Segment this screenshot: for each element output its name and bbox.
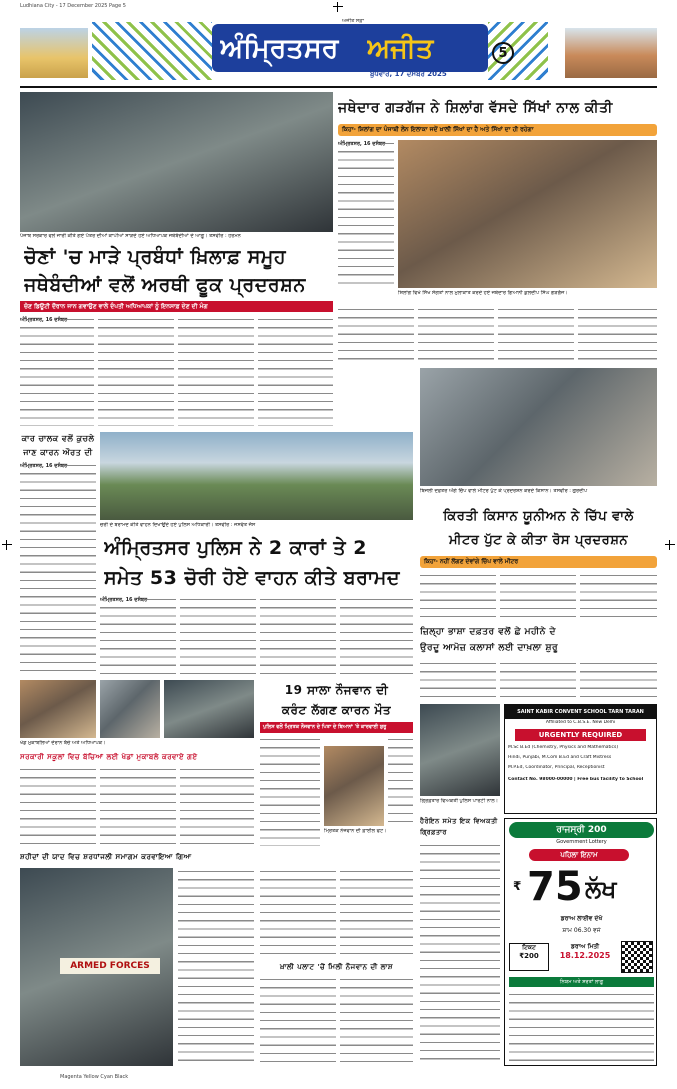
farmers-body-col1 [420,572,496,620]
farmers-headline-1: ਕਿਰਤੀ ਕਿਸਾਨ ਯੂਨੀਅਨ ਨੇ ਚਿੱਪ ਵਾਲੇ [443,509,634,524]
jathedar-body-left [338,140,394,285]
jathedar-dateline: ਅੰਮ੍ਰਿਤਸਰ, 16 ਦਸੰਬਰ [338,141,386,147]
lottery-fine-print [509,991,654,1061]
farmers-body-col3 [580,572,657,620]
lottery-unit: ਲੱਖ [585,875,617,903]
bottom-left-body-col1 [178,868,254,1066]
masthead-rule [20,86,657,88]
school-affiliation: Affiliated to C.B.S.E. New Delhi [545,720,616,725]
farmers-headline-2: ਮੀਟਰ ਪੁੱਟ ਕੇ ਕੀਤਾ ਰੋਸ ਪ੍ਰਦਰਸ਼ਨ [448,533,628,548]
registration-mark-top [333,2,343,12]
lottery-subtitle: Government Lottery [556,839,607,845]
farmers-protest-photo [420,368,657,486]
teachers-headline-2: ਜਥੇਬੰਦੀਆਂ ਵਲੋਂ ਅਰਥੀ ਫੂਕ ਪ੍ਰਦਰਸ਼ਨ [24,274,306,296]
lottery-ticket-price: ₹200 [519,952,539,960]
accident-headline-2: ਜਾਣ ਕਾਰਨ ਔਰਤ ਦੀ [23,448,93,457]
sports-headline: ਸਰਕਾਰੀ ਸਕੂਲਾਂ ਵਿਚ ਬੱਚਿਆਂ ਲਈ ਖੇਡਾਂ ਮੁਕਾਬਲੇ ਕਰਵਾਏ ਗਏ [20,753,198,761]
jathedar-meeting-photo [398,140,657,288]
school-line-1: M.Sc B.Ed (Chemistry, Physics and Mathematics) [508,745,619,750]
masthead-pattern-left [92,22,212,80]
arrest-caption: ਗ੍ਰਿਫ਼ਤਾਰ ਵਿਅਕਤੀ ਪੁਲਿਸ ਪਾਰਟੀ ਨਾਲ। [420,798,499,804]
sports-body-col1 [20,766,96,846]
bottom-mid-headline: ਖ਼ਾਲੀ ਪਲਾਟ 'ਚੋਂ ਮਿਲੀ ਨੌਜਵਾਨ ਦੀ ਲਾਸ਼ [279,963,394,971]
sports-photo-3 [164,680,254,738]
youth-subhead: ਪੁਲਿਸ ਵਲੋਂ ਮ੍ਰਿਤਕ ਨੌਜਵਾਨ ਦੇ ਪਿਤਾ ਦੇ ਬਿਆਨਾਂ 'ਤੇ ਕਾਰਵਾਈ ਸ਼ੁਰੂ [260,722,413,733]
accident-headline-1: ਕਾਰ ਚਾਲਕ ਵਲੋਂ ਕੁਚਲੇ [21,434,95,443]
school-line-2: Hindi, Punjabi, M.Com B.Ed and Craft Mistress [508,755,612,760]
police-headline-1: ਅੰਮ੍ਰਿਤਸਰ ਪੁਲਿਸ ਨੇ 2 ਕਾਰਾਂ ਤੇ 2 [104,537,367,559]
bottom-mid-body-col4 [340,976,413,1066]
jathedar-body-col4 [578,306,657,364]
lottery-qr-code [621,941,653,973]
clock-tower-image [565,28,657,78]
bottom-mid-body-col3 [260,976,336,1066]
teachers-protest-photo [20,92,333,232]
lottery-date-box [553,943,617,971]
school-line-3: M.P.Ed, Coordinator, Principal, Receptionist [508,765,605,770]
teachers-headline-1: ਚੋਣਾਂ 'ਚ ਮਾੜੇ ਪ੍ਰਬੰਧਾਂ ਖ਼ਿਲਾਫ਼ ਸਮੂਹ [24,246,287,268]
school-contact: Contact No. 98000-00000 | Free bus facility to School [508,777,644,782]
lottery-brand: ਰਾਜਸ੍ਰੀ 200 [509,822,654,838]
youth-body-col2 [388,736,413,826]
police-body-col2 [180,596,256,678]
golden-temple-image [20,28,88,78]
jathedar-caption: ਸ਼ਿਲਾਂਗ ਵਿਖੇ ਸਿੱਖ ਸੰਗਤਾਂ ਨਾਲ ਮੁਲਾਕਾਤ ਕਰਦੇ ਹੋਏ ਜਥੇਦਾਰ ਗਿਆਨੀ ਕੁਲਦੀਪ ਸਿੰਘ ਗੜਗੱਜ। [398,290,568,296]
lottery-ticket-label: ਟਿਕਟ [522,944,536,951]
teachers-body-col3 [178,316,254,426]
masthead-date: ਬੁੱਧਵਾਰ, 17 ਦਸੰਬਰ 2025 [370,70,447,78]
print-foot: Magenta Yellow Cyan Black [60,1074,129,1080]
farmers-subhead: ਕਿਹਾ- ਨਹੀਂ ਲੱਗਣ ਦੇਵਾਂਗੇ ਚਿੱਪ ਵਾਲੇ ਮੀਟਰ [420,556,657,568]
sports-body-col3 [180,766,254,846]
lottery-amount: 75 [527,864,583,910]
jathedar-body-col3 [498,306,574,364]
recovered-vehicles-caption: ਚੋਰੀ ਦੇ ਬਰਾਮਦ ਕੀਤੇ ਵਾਹਨ ਦਿਖਾਉਂਦੇ ਹੋਏ ਪੁਲਿਸ ਅਧਿਕਾਰੀ। ਤਸਵੀਰ : ਜਸਵੰਤ ਜੱਸ [100,522,256,528]
registration-mark-left [2,540,12,550]
police-body-col3 [260,596,336,678]
registration-mark-right [665,540,675,550]
page-number: 5 [492,42,514,64]
teachers-dateline: ਅੰਮ੍ਰਿਤਸਰ, 16 ਦਸੰਬਰ [20,317,68,323]
teachers-protest-caption: ਪੰਜਾਬ ਸਰਕਾਰ ਵਲੋਂ ਜਾਰੀ ਕੀਤੇ ਗਏ ਪੱਤਰ ਦੀਆਂ ਕਾਪੀਆਂ ਸਾੜਦੇ ਹੋਏ ਅਧਿਆਪਕ ਜਥੇਬੰਦੀਆਂ ਦੇ ਆਗੂ। ਤਸਵੀਰ : ਹਰਮਨ [20,233,241,239]
youth-headline-2: ਕਰੰਟ ਲੱਗਣ ਕਾਰਨ ਮੌਤ [281,703,392,717]
armed-forces-photo [20,868,173,1066]
lottery-footer: ਨਿਯਮ ਅਤੇ ਸ਼ਰਤਾਂ ਲਾਗੂ [509,977,654,987]
police-body-col4 [340,596,413,678]
masthead [20,18,657,84]
teachers-subhead: ਚੋਣ ਡਿਊਟੀ ਦੌਰਾਨ ਜਾਨ ਗਵਾਉਣ ਵਾਲੇ ਦੰਪਤੀ ਅਧਿਆਪਕਾਂ ਨੂੰ ਇਨਸਾਫ਼ ਦੇਣ ਦੀ ਮੰਗ [20,301,333,312]
language-headline-2: ਉਰਦੂ ਆਮੋਜ਼ ਕਲਾਸਾਂ ਲਈ ਦਾਖ਼ਲਾ ਸ਼ੁਰੂ [420,643,559,653]
bottom-mid-body-col1 [260,868,336,958]
sports-body-col2 [100,766,176,846]
jathedar-subhead: ਕਿਹਾ- ਸ਼ਿਲਾਂਗ ਦਾ ਪੰਜਾਬੀ ਲੇਨ ਇਲਾਕਾ ਜਦੋਂ ਖ਼ਾਲੀ ਸਿੱਖਾਂ ਦਾ ਹੈ ਅਤੇ ਸਿੱਖਾਂ ਦਾ ਹੀ ਰਹੇਗਾ [338,124,657,136]
school-name: SAINT KABIR CONVENT SCHOOL TARN TARAN [505,705,656,719]
youth-body-col1 [260,736,320,846]
police-headline-2: ਸਮੇਤ 53 ਚੋਰੀ ਹੋਏ ਵਾਹਨ ਕੀਤੇ ਬਰਾਮਦ [104,567,400,589]
lottery-ticket-box [509,943,549,971]
jathedar-headline: ਜਥੇਦਾਰ ਗੜਗੱਜ ਨੇ ਸ਼ਿਲਾਂਗ ਵੱਸਦੇ ਸਿੱਖਾਂ ਨਾਲ ਕੀਤੀ [338,100,613,116]
youth-caption: ਮ੍ਰਿਤਕ ਨੌਜਵਾਨ ਦੀ ਫ਼ਾਈਲ ਫੋਟੋ। [324,828,387,834]
armed-forces-banner: ARMED FORCES [60,958,160,974]
bottom-left-headline: ਸ਼ਹੀਦਾਂ ਦੀ ਯਾਦ ਵਿਚ ਸ਼ਰਧਾਂਜਲੀ ਸਮਾਗਮ ਕਰਵਾਇਆ ਗਿਆ [20,853,192,861]
police-body-col1 [100,596,176,678]
youth-portrait-photo [324,746,384,826]
sports-caption: ਖੇਡ ਮੁਕਾਬਲਿਆਂ ਦੌਰਾਨ ਬੱਚੇ ਅਤੇ ਅਧਿਆਪਕ। [20,740,106,746]
print-slug: Ludhiana City - 17 December 2025 Page 5 [20,3,126,9]
jathedar-body-col2 [418,306,494,364]
arrest-photo [420,704,500,796]
teachers-body-col2 [98,316,174,426]
lottery-currency: ₹ [513,879,522,893]
bottom-mid-body-col2 [340,868,413,958]
teachers-body-col4 [258,316,333,426]
arrest-headline: ਹੈਰੋਇਨ ਸਮੇਤ ਇਕ ਵਿਅਕਤੀ ਗ੍ਰਿਫ਼ਤਾਰ [420,817,498,836]
school-heading: URGENTLY REQUIRED [515,729,646,741]
language-body-col1 [420,660,496,700]
school-ad [504,704,657,814]
masthead-title-box [212,24,488,72]
language-body-col3 [580,660,657,700]
youth-headline-1: 19 ਸਾਲਾ ਨੌਜਵਾਨ ਦੀ [284,683,389,697]
lottery-ad [504,818,657,1066]
lottery-first-prize: ਪਹਿਲਾ ਇਨਾਮ [529,849,629,861]
police-dateline: ਅੰਮ੍ਰਿਤਸਰ, 16 ਦਸੰਬਰ [100,597,148,603]
language-body-col2 [500,660,576,700]
masthead-edition: ਅਜੀਤ ਸਫ਼ਾ [342,18,364,24]
lottery-date: 18.12.2025 [559,951,611,960]
masthead-title-left: ਅੰਮ੍ਰਿਤਸਰ [220,33,339,64]
accident-dateline: ਅੰਮ੍ਰਿਤਸਰ, 16 ਦਸੰਬਰ [20,463,68,469]
sports-photo-2 [100,680,160,738]
arrest-body [420,842,500,1066]
lottery-time: ਸ਼ਾਮ 06.30 ਵਜੇ [562,927,601,934]
farmers-body-col2 [500,572,576,620]
teachers-body-col1 [20,316,94,426]
lottery-date-label: ਡਰਾਅ ਮਿਤੀ [570,943,600,950]
farmers-caption: ਬਿਜਲੀ ਦਫ਼ਤਰ ਅੱਗੇ ਚਿੱਪ ਵਾਲੇ ਮੀਟਰ ਪੁੱਟ ਕੇ ਪ੍ਰਦਰਸ਼ਨ ਕਰਦੇ ਕਿਸਾਨ। ਤਸਵੀਰ : ਗੁਰਦੀਪ [420,488,588,494]
masthead-title-right: ਅਜੀਤ [367,33,434,64]
sports-photo-1 [20,680,96,738]
lottery-draw-label: ਡਰਾਅ ਲਾਈਵ ਦੇਖੋ [560,915,603,922]
language-headline-1: ਜ਼ਿਲ੍ਹਾ ਭਾਸ਼ਾ ਦਫ਼ਤਰ ਵਲੋਂ ਛੇ ਮਹੀਨੇ ਦੇ [420,627,556,637]
recovered-vehicles-photo [100,432,413,520]
accident-body [20,462,96,672]
jathedar-body-col1 [338,306,414,364]
